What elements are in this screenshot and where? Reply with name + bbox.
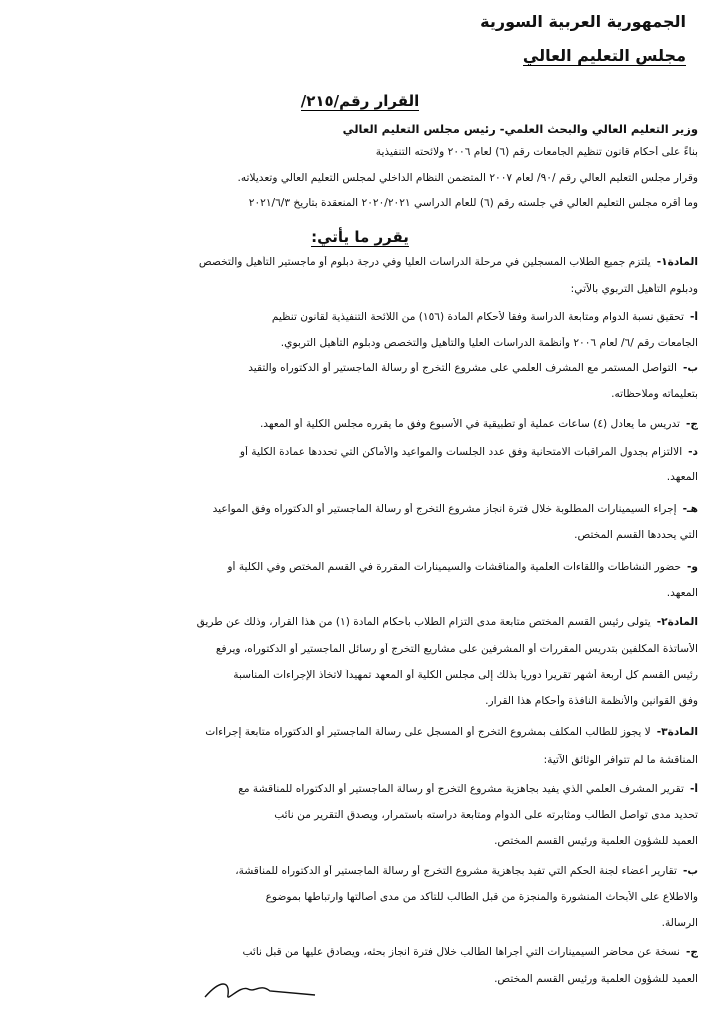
- item-line: التي يحددها القسم المختص.: [574, 529, 698, 541]
- item-line: والاطلاع على الأبحاث المنشورة والمنجزة من قبل الطالب للتأكد من مدى أصالتها وارتباطها بموضوع: [265, 891, 698, 903]
- article-1-label: المادة١-: [656, 256, 698, 268]
- item-text: تدريس ما يعادل (٤) ساعات عملية أو تطبيقية في الأسبوع وفق ما يقرره مجلس الكلية أو المعهد.: [259, 418, 680, 430]
- item-text: التواصل المستمر مع المشرف العلمي على مشروع التخرج أو رسالة الماجستير أو الدكتوراه والتقيد: [248, 362, 677, 374]
- article-text: يتولى رئيس القسم المختص متابعة مدى التزام الطلاب بأحكام المادة (١) من هذا القرار، وذلك عن طريق: [196, 616, 651, 628]
- article-2-line: الأساتذة المكلفين بتدريس المقررات أو المشرفين على مشاريع التخرج أو رسائل الماجستير أو الدكتوراه، ويرفع: [215, 643, 698, 655]
- item-line: الرسالة.: [661, 917, 698, 929]
- item-label: هـ-: [682, 503, 698, 515]
- signature-mark: [200, 975, 320, 1005]
- item-text: حضور النشاطات واللقاءات العلمية والمناقشات والسيمينارات المقررة في القسم المختص وفي الكلية أو: [227, 561, 682, 573]
- item-text: تحقيق نسبة الدوام ومتابعة الدراسة وفقاً لأحكام المادة (١٥٦) من اللائحة التنفيذية لقانون تنظيم: [271, 311, 684, 323]
- article-text: يلتزم جميع الطلاب المسجلين في مرحلة الدراسات العليا وفي درجة دبلوم أو ماجستير التأهيل والتخصص: [198, 256, 651, 268]
- item-text: تقارير أعضاء لجنة الحكم التي تفيد بجاهزية مشروع التخرج أو رسالة الماجستير أو الدكتوراه للمناقشة،: [235, 865, 677, 877]
- item-label: ج-: [685, 418, 698, 430]
- item-line: العميد للشؤون العلمية ورئيس القسم المختص.: [494, 835, 698, 847]
- item-label: ب-: [682, 865, 698, 877]
- preamble-line: وقرار مجلس التعليم العالي رقم /٩٠/ لعام ٢٠٠٧ المتضمن النظام الداخلي لمجلس التعليم العالي وتعديلاته.: [237, 172, 698, 184]
- article-3-line: المناقشة ما لم تتوافر الوثائق الآتية:: [543, 754, 698, 766]
- article-3-line: [18, 726, 698, 738]
- item-line: [18, 446, 698, 458]
- article-3-label: المادة٣-: [656, 726, 698, 738]
- item-line: تحديد مدى تواصل الطالب ومثابرته على الدوام ومتابعة دراسته باستمرار، ويصدق التقرير من نائب: [274, 809, 698, 821]
- council-heading: [523, 46, 686, 65]
- article-text: لا يجوز للطالب المكلف بمشروع التخرج أو المسجل على رسالة الماجستير أو الدكتوراه متابعة إجراءات: [205, 726, 651, 738]
- item-text: الالتزام بجدول المراقبات الامتحانية وفق عدد الجلسات والمواعيد والأماكن التي تحددها عمادة الكلية أو: [239, 446, 683, 458]
- item-text: تقرير المشرف العلمي الذي يفيد بجاهزية مشروع التخرج أو رسالة الماجستير أو الدكتوراه للمناقشة مع: [238, 783, 684, 795]
- item-label: و-: [687, 561, 698, 573]
- item-label: د-: [688, 446, 698, 458]
- item-line: المعهد.: [666, 587, 698, 599]
- item-line: [18, 561, 698, 573]
- item-line: العميد للشؤون العلمية ورئيس القسم المختص.: [494, 973, 698, 985]
- article-2-label: المادة٢-: [656, 616, 698, 628]
- preamble-line: وما أقره مجلس التعليم العالي في جلسته رقم (٦) للعام الدراسي ٢٠٢٠/٢٠٢١ المنعقدة بتاريخ ٢٠٢١/٦/٣: [248, 197, 698, 209]
- council-heading-text: مجلس التعليم العالي: [522, 46, 686, 65]
- country-heading: الجمهورية العربية السورية: [480, 12, 686, 31]
- item-line: [18, 783, 698, 795]
- article-1-line: ودبلوم التأهيل التربوي بالآتي:: [570, 283, 698, 295]
- item-line: الجامعات رقم /٦/ لعام ٢٠٠٦ وأنظمة الدراسات العليا والتأهيل والتخصص ودبلوم التأهيل التربوي.: [280, 337, 698, 349]
- item-label: أ-: [689, 783, 698, 795]
- article-2-line: [18, 616, 698, 628]
- item-line: [18, 503, 698, 515]
- item-line: [18, 311, 698, 323]
- article-2-line: رئيس القسم كل أربعة أشهر تقريراً دورياً بذلك إلى مجلس الكلية أو المعهد تمهيداً لاتخاذ الإجراءات المناسبة: [233, 669, 698, 681]
- item-line: بتعليماته وملاحظاته.: [611, 388, 698, 400]
- resolves-text: يقرر ما يأتي:: [311, 228, 409, 246]
- item-line: [18, 946, 698, 958]
- article-1-line: [18, 256, 698, 268]
- preamble-line: بناءً على أحكام قانون تنظيم الجامعات رقم (٦) لعام ٢٠٠٦ ولائحته التنفيذية: [375, 146, 698, 158]
- item-label: ب-: [682, 362, 698, 374]
- decision-title: [0, 92, 720, 110]
- article-2-line: وفق القوانين والأنظمة النافذة وأحكام هذا القرار.: [485, 695, 698, 707]
- item-line: المعهد.: [666, 471, 698, 483]
- item-text: نسخة عن محاضر السيمينارات التي أجراها الطالب خلال فترة انجاز بحثه، ويصادق عليها من قبل نائب: [242, 946, 680, 958]
- decision-title-text: القرار رقم/٢١٥/: [300, 92, 420, 110]
- item-label: أ-: [689, 311, 698, 323]
- item-line: [18, 362, 698, 374]
- item-line: [18, 418, 698, 430]
- resolves-heading: [0, 228, 720, 246]
- item-text: إجراء السيمينارات المطلوبة خلال فترة انجاز مشروع التخرج أو رسالة الماجستير أو الدكتوراه وفق المواعيد: [212, 503, 677, 515]
- minister-line: وزير التعليم العالي والبحث العلمي- رئيس مجلس التعليم العالي: [342, 122, 698, 136]
- item-line: [18, 865, 698, 877]
- item-label: ج-: [685, 946, 698, 958]
